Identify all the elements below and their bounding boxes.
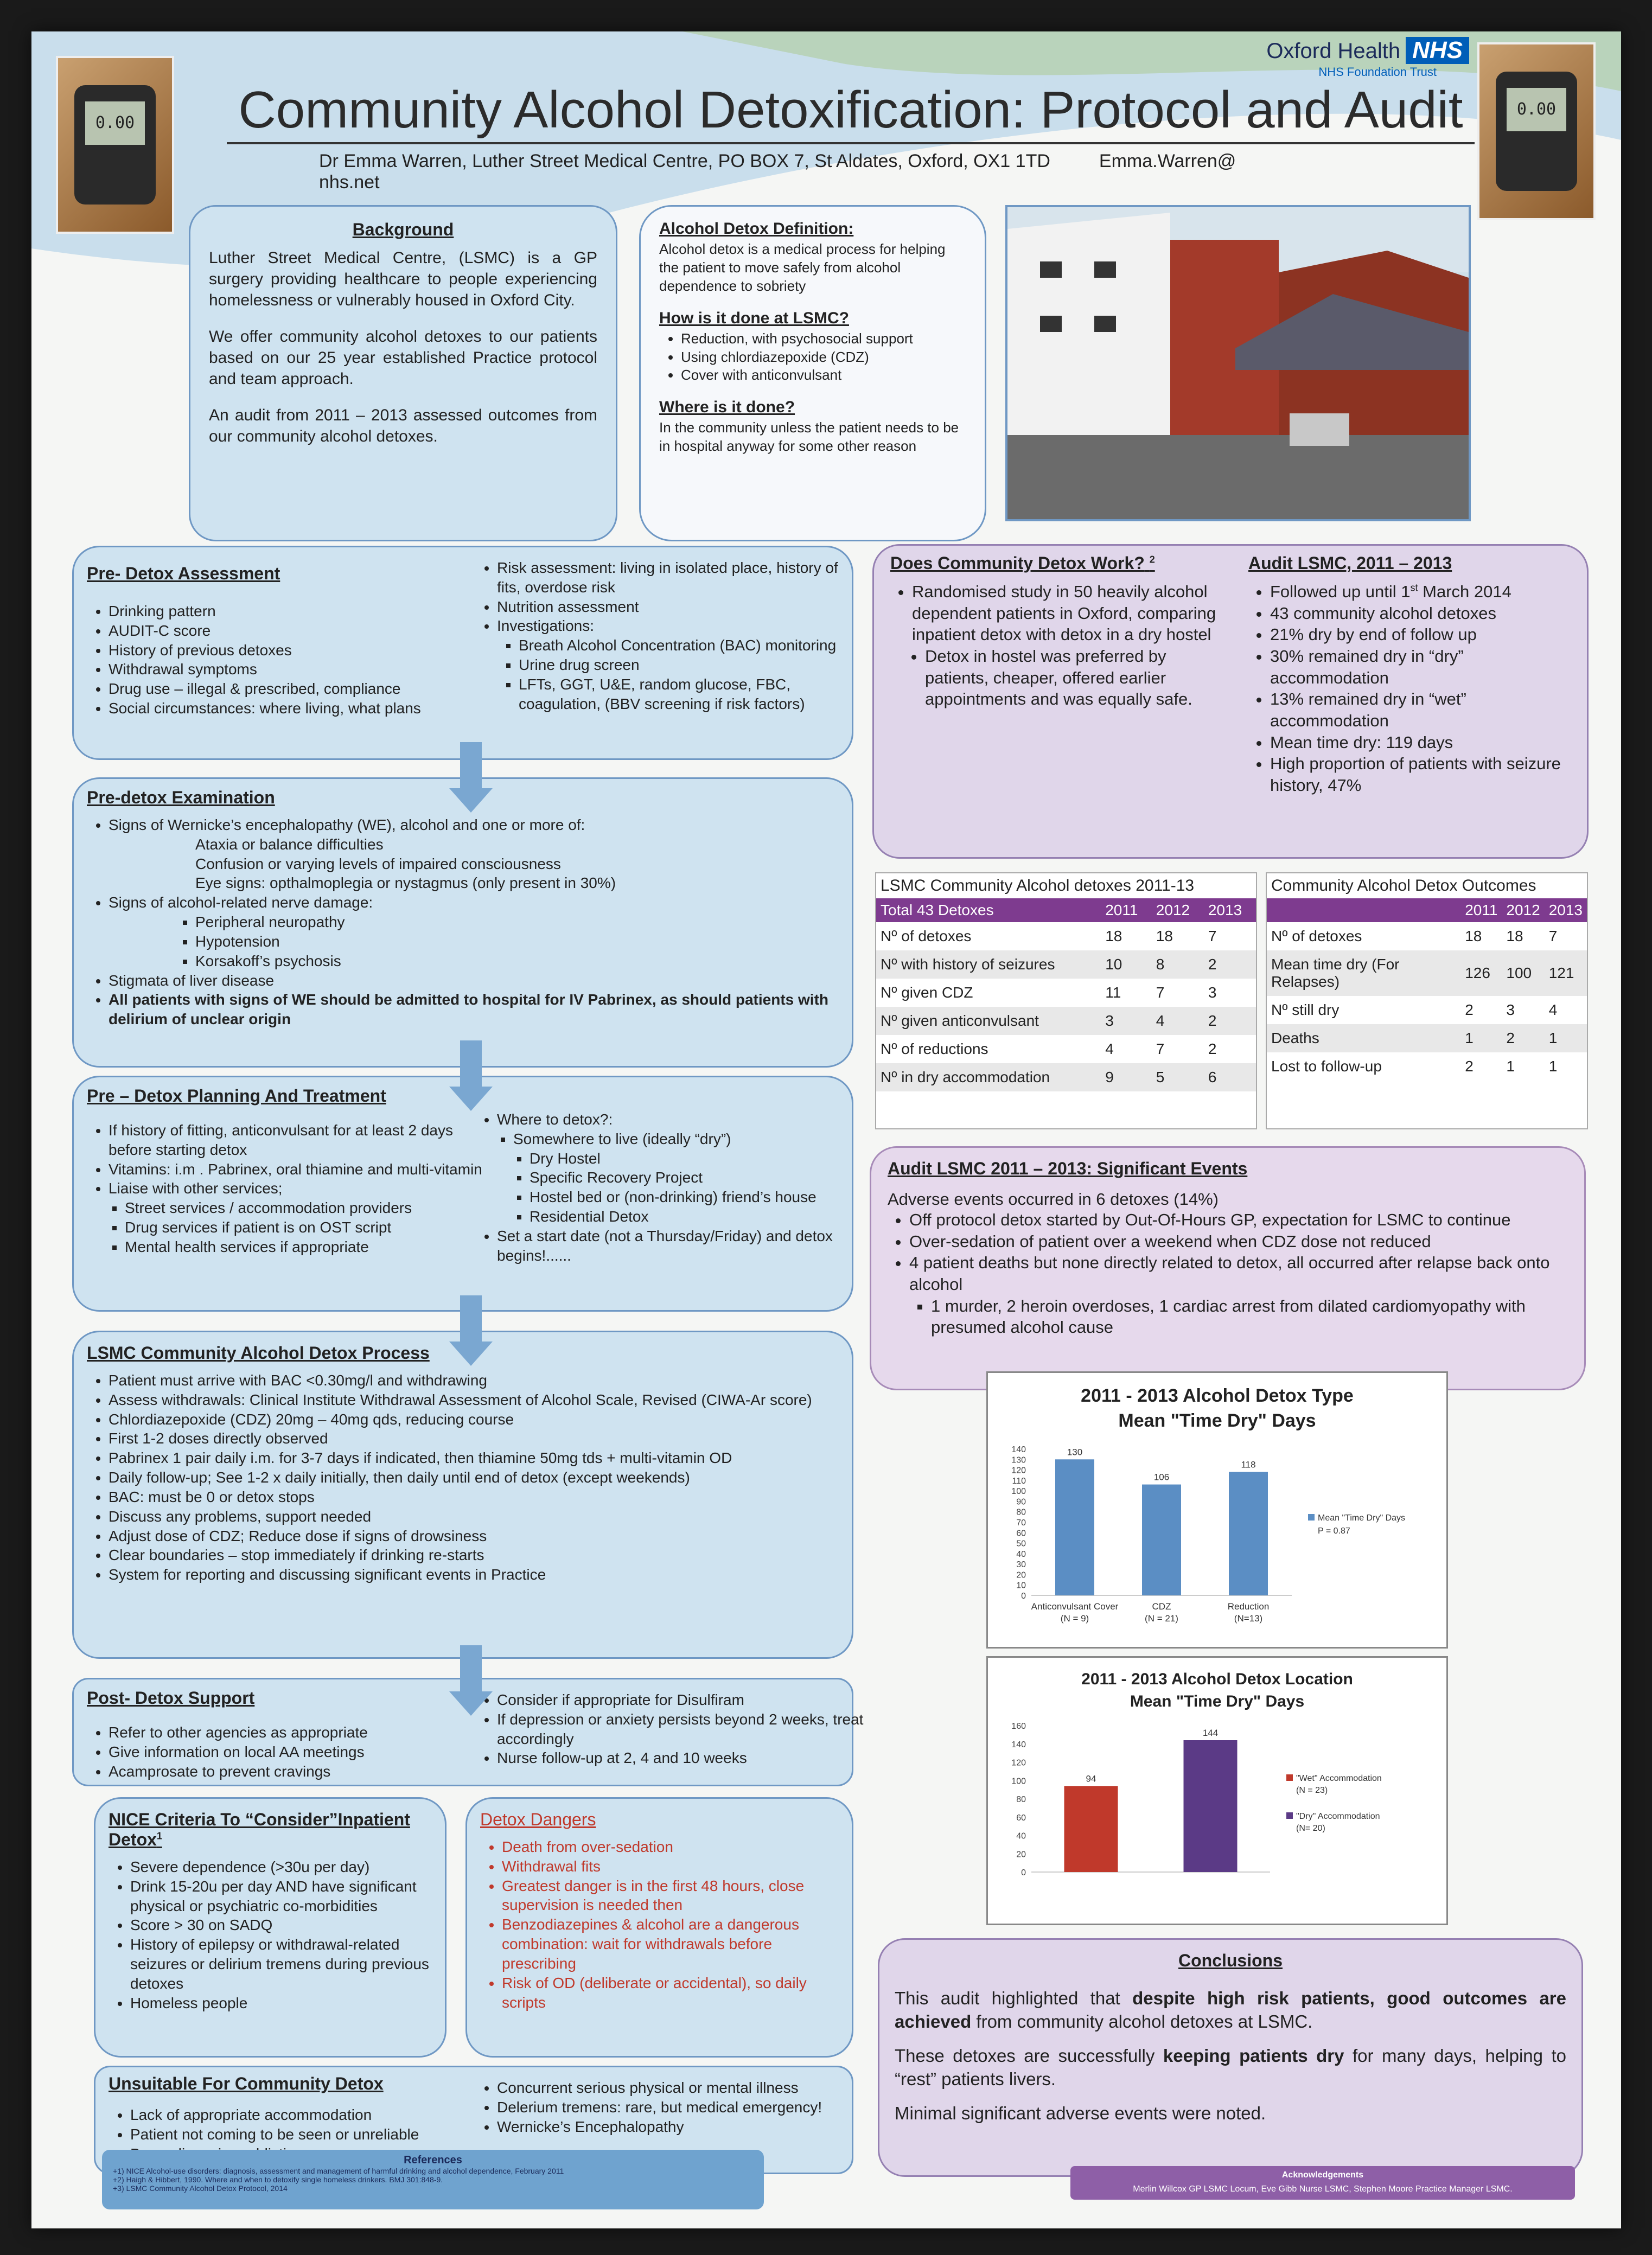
y-tick-label: 40	[1016, 1831, 1026, 1841]
y-tick-label: 60	[1016, 1813, 1026, 1823]
legend-swatch	[1286, 1774, 1293, 1781]
bar	[1229, 1472, 1268, 1595]
y-tick-label: 90	[1016, 1497, 1026, 1507]
breathalyser-photo-right: 0.00	[1477, 42, 1596, 220]
detox-dangers-box: Detox Dangers • Death from over-sedation • Withdrawal fits • Greatest danger is in the first 48 hours, close supervision is needed then • Benzodiazepines & alcohol are a dangerous combination: wait for withdrawals before prescribing • Risk of OD (deliberate or accidental), so daily scripts	[465, 1797, 853, 2058]
evidence-audit-box: Does Community Detox Work? $^2$ • Randomised study in 50 heavily alcohol dependent patients in Oxford, comparing inpatient detox with detox in a dry hostel • Detox in hostel was preferred by patients, cheaper, offered earlier appointments and was equally safe. Audit LSMC, 2011 – 2013 • Followed up until 1st March 2014 • 43 community alcohol detoxes • 21% dry by end of follow up • 30% remained dry in “dry” accommodation • 13% remained dry in “wet” accommodation • Mean time dry: 119 days • High proportion of patients with seizure history, 47%	[872, 544, 1589, 859]
y-tick-label: 60	[1016, 1529, 1026, 1538]
detox-type-chart: 2011 - 2013 Alcohol Detox Type Mean "Time Dry" Days 0 10 20 30 40 50 60 70 80 90 100 110 120 130 140 130 Anticonvulsant Cover (N = 9) 106 CDZ (N = 21) 118 Reduction (N=13) Mean "Time Dry" Days P = 0.87	[986, 1371, 1448, 1649]
nhs-logo: Oxford Health NHS NHS Foundation Trust	[1225, 37, 1469, 79]
post-detox-box: Post- Detox Support • Refer to other agencies as appropriate • Give information on local AA meetings • Acamprosate to prevent cravings • Consider if appropriate for Disulfiram • If depression or anxiety persists beyond 2 weeks, treat accordingly • Nurse follow-up at 2, 4 and 10 weeks	[72, 1678, 853, 1786]
bar	[1064, 1786, 1118, 1872]
y-tick-label: 100	[1011, 1487, 1026, 1497]
pre-detox-examination-box: Pre-detox Examination • Signs of Wernicke’s encephalopathy (WE), alcohol and one or more of: Ataxia or balance difficulties Confusion or varying levels of impaired consciousness Eye signs: opthalmoplegia or nystagmus (only present in 30%) • Signs of alcohol-related nerve damage: ▪ Peripheral neuropathy ▪ Hypotension ▪ Korsakoff’s psychosis • Stigmata of liver disease • All patients with signs of WE should be admitted to hospital for IV Pabrinex, as should patients with delirium of unclear origin	[72, 777, 853, 1068]
data-label: 106	[1153, 1472, 1170, 1483]
y-tick-label: 140	[1011, 1740, 1026, 1749]
references-box: References +1) NICE Alcohol-use disorders: diagnosis, assessment and management of harmful drinking and alcohol dependence, February 2011 +2) Haigh & Hibbert, 1990. Where and when to detoxify single homeless drinkers. BMJ 301:848-9. +3) LSMC Community Alcohol Detox Protocol, 2014	[102, 2150, 764, 2209]
unsuitable-box: Unsuitable For Community Detox • Lack of appropriate accommodation • Patient not coming to be seen or unreliable • • Concurrent serious physical or mental illness • Delerium tremens: rare, but medical emergency! • Wernicke’s Encephalopathy	[94, 2066, 853, 2174]
x-tick-label: (N=13)	[1234, 1613, 1263, 1624]
data-label: 130	[1067, 1447, 1083, 1458]
x-tick-label: (N = 21)	[1145, 1613, 1178, 1624]
flow-arrow	[449, 1645, 493, 1716]
x-tick-label: Reduction	[1227, 1601, 1270, 1612]
y-tick-label: 160	[1011, 1722, 1026, 1731]
legend-label: "Wet" Accommodation	[1296, 1774, 1382, 1783]
author-email: Emma.Warren@ nhs.net	[319, 151, 1236, 193]
y-tick-label: 10	[1016, 1581, 1026, 1590]
flow-arrow	[449, 742, 493, 813]
author-line: Dr Emma Warren, Luther Street Medical Centre, PO BOX 7, St Aldates, Oxford, OX1 1TD Emma.Warren@ nhs.net	[319, 151, 1236, 193]
data-label: 118	[1241, 1459, 1256, 1470]
y-tick-label: 120	[1011, 1466, 1026, 1475]
y-tick-label: 70	[1016, 1518, 1026, 1528]
y-tick-label: 0	[1021, 1868, 1026, 1877]
bar	[1055, 1459, 1094, 1595]
y-tick-label: 20	[1016, 1850, 1026, 1860]
bar	[1142, 1485, 1181, 1595]
legend-swatch	[1308, 1514, 1315, 1521]
legend-label: Mean "Time Dry" Days	[1318, 1513, 1406, 1523]
poster-title: Community Alcohol Detoxification: Protocol and Audit	[227, 80, 1475, 144]
y-tick-label: 0	[1021, 1592, 1026, 1601]
y-tick-label: 140	[1011, 1445, 1026, 1454]
y-tick-label: 30	[1016, 1560, 1026, 1570]
nice-criteria-box: NICE Criteria To “Consider”Inpatient Detox$^1$ • Severe dependence (>30u per day) • Drink 15-20u per day AND have significant physical or psychiatric co-morbidities • Score > 30 on SADQ • History of epilepsy or withdrawal-related seizures or delirium tremens during previous detoxes • Homeless people	[94, 1797, 447, 2058]
detox-outcomes-table: Community Alcohol Detox Outcomes 2011 2012 2013 Nº of detoxes 18 18 7 Mean time dry (For Relapses) 126 100 121 Nº still dry 2 3 4 Deaths 1 2 1 Lost to follow-up 2 1 1	[1266, 872, 1588, 1129]
y-tick-label: 80	[1016, 1795, 1026, 1804]
pre-detox-assessment-box: Pre- Detox Assessment • Drinking pattern • AUDIT-C score • History of previous detoxes • Withdrawal symptoms • Drug use – illegal & prescribed, compliance • Social circumstances: where living, what plans • Risk assessment: living in isolated place, history of fits, overdose risk • Nutrition assessment • Investigations: ▪ Breath Alcohol Concentration (BAC) monitoring ▪ Urine drug screen ▪ LFTs, GGT, U&E, random glucose, FBC, coagulation, (BBV screening if risk factors)	[72, 546, 853, 760]
x-tick-label: CDZ	[1152, 1601, 1171, 1612]
acknowledgements: Acknowledgements Merlin Willcox GP LSMC Locum, Eve Gibb Nurse LSMC, Stephen Moore Practice Manager LSMC.	[1070, 2166, 1575, 2200]
x-tick-label: (N = 9)	[1060, 1613, 1089, 1624]
detox-summary-table: LSMC Community Alcohol detoxes 2011-13 Total 43 Detoxes 2011 2012 2013 Nº of detoxes 18 18 7 Nº with history of seizures 10 8 2 Nº given CDZ 11 7 3 Nº given anticonvulsant 3 4 2 Nº of reductions 4 7 2 Nº in dry accommodation 9 5 6	[875, 872, 1257, 1129]
planning-box: Pre – Detox Planning And Treatment • If history of fitting, anticonvulsant for at least 2 days before starting detox • Vitamins: i.m . Pabrinex, oral thiamine and multi-vitamin • Liaise with other services; ▪ Street services / accommodation providers ▪ Drug services if patient is on OST script ▪ Mental health services if appropriate • Where to detox?: ▪ Somewhere to live (ideally “dry”) ▪ Dry Hostel ▪ Specific Recovery Project ▪ Hostel bed or (non-drinking) friend’s house ▪ Residential Detox • Set a start date (not a Thursday/Friday) and detox begins!......	[72, 1076, 853, 1312]
y-tick-label: 20	[1016, 1570, 1026, 1580]
y-tick-label: 50	[1016, 1539, 1026, 1549]
poster	[31, 31, 1621, 2228]
legend-label: (N = 23)	[1296, 1786, 1328, 1795]
y-tick-label: 110	[1012, 1476, 1026, 1486]
legend-label: "Dry" Accommodation	[1296, 1812, 1380, 1821]
flow-arrow	[449, 1040, 493, 1111]
x-tick-label: Anticonvulsant Cover	[1031, 1601, 1119, 1612]
data-label: 94	[1086, 1773, 1096, 1784]
process-box: LSMC Community Alcohol Detox Process • Patient must arrive with BAC <0.30mg/l and withdrawing • Assess withdrawals: Clinical Institute Withdrawal Assessment of Alcohol Scale, Revised (CIWA-Ar score) • Chlordiazepoxide (CDZ) 20mg – 40mg qds, reducing course • First 1-2 doses directly observed • Pabrinex 1 pair daily i.m. for 3-7 days if indicated, then thiamine 50mg tds + multi-vitamin OD • Daily follow-up; See 1-2 x daily initially, then daily until end of detox (except weekends) • BAC: must be 0 or detox stops • Discuss any problems, support needed • Adjust dose of CDZ; Reduce dose if signs of drowsiness • Clear boundaries – stop immediately if drinking re-starts • System for reporting and discussing significant events in Practice	[72, 1331, 853, 1659]
y-tick-label: 40	[1016, 1549, 1026, 1559]
bar	[1184, 1740, 1238, 1872]
y-tick-label: 80	[1016, 1507, 1026, 1517]
flow-arrow	[449, 1295, 493, 1366]
conclusions-box: Conclusions This audit highlighted that despite high risk patients, good outcomes are achieved from community alcohol detoxes at LSMC. These detoxes are successfully keeping patients dry for many days, helping to “rest” patients livers. Minimal significant adverse events were noted.	[878, 1938, 1583, 2177]
definition-box: Alcohol Detox Definition: Alcohol detox is a medical process for helping the patient to move safely from alcohol dependence to sobriety How is it done at LSMC? • Reduction, with psychosocial support • Using chlordiazepoxide (CDZ) • Cover with anticonvulsant Where is it done? In the community unless the patient needs to be in hospital anyway for some other reason	[639, 205, 986, 541]
data-label: 144	[1202, 1728, 1219, 1738]
medical-centre-photo	[1005, 205, 1471, 521]
breathalyser-photo-left: 0.00	[56, 56, 174, 234]
legend-label: (N= 20)	[1296, 1824, 1325, 1833]
detox-location-chart: 2011 - 2013 Alcohol Detox Location Mean "Time Dry" Days 0 20 40 60 80 100 120 140 160 94 144 "Wet" Accommodation (N = 23) "Dry" Accommodation (N= 20)	[986, 1656, 1448, 1925]
legend-annotation: P = 0.87	[1318, 1526, 1350, 1536]
y-tick-label: 130	[1011, 1455, 1026, 1465]
y-tick-label: 100	[1011, 1777, 1026, 1786]
background-box: Background Luther Street Medical Centre, (LSMC) is a GP surgery providing healthcare to people experiencing homelessness or vulnerably housed in Oxford City. We offer community alcohol detoxes to our patients based on our 25 year established Practice protocol and team approach. An audit from 2011 – 2013 assessed outcomes from our community alcohol detoxes.	[189, 205, 617, 541]
significant-events-box: Audit LSMC 2011 – 2013: Significant Events Adverse events occurred in 6 detoxes (14%) • Off protocol detox started by Out-Of-Hours GP, expectation for LSMC to continue • Over-sedation of patient over a weekend when CDZ dose not reduced • 4 patient deaths but none directly related to detox, all occurred after relapse back onto alcohol ▪ 1 murder, 2 heroin overdoses, 1 cardiac arrest from dilated cardiomyopathy with presumed alcohol cause	[870, 1146, 1586, 1390]
legend-swatch	[1286, 1812, 1293, 1819]
y-tick-label: 120	[1011, 1758, 1026, 1768]
